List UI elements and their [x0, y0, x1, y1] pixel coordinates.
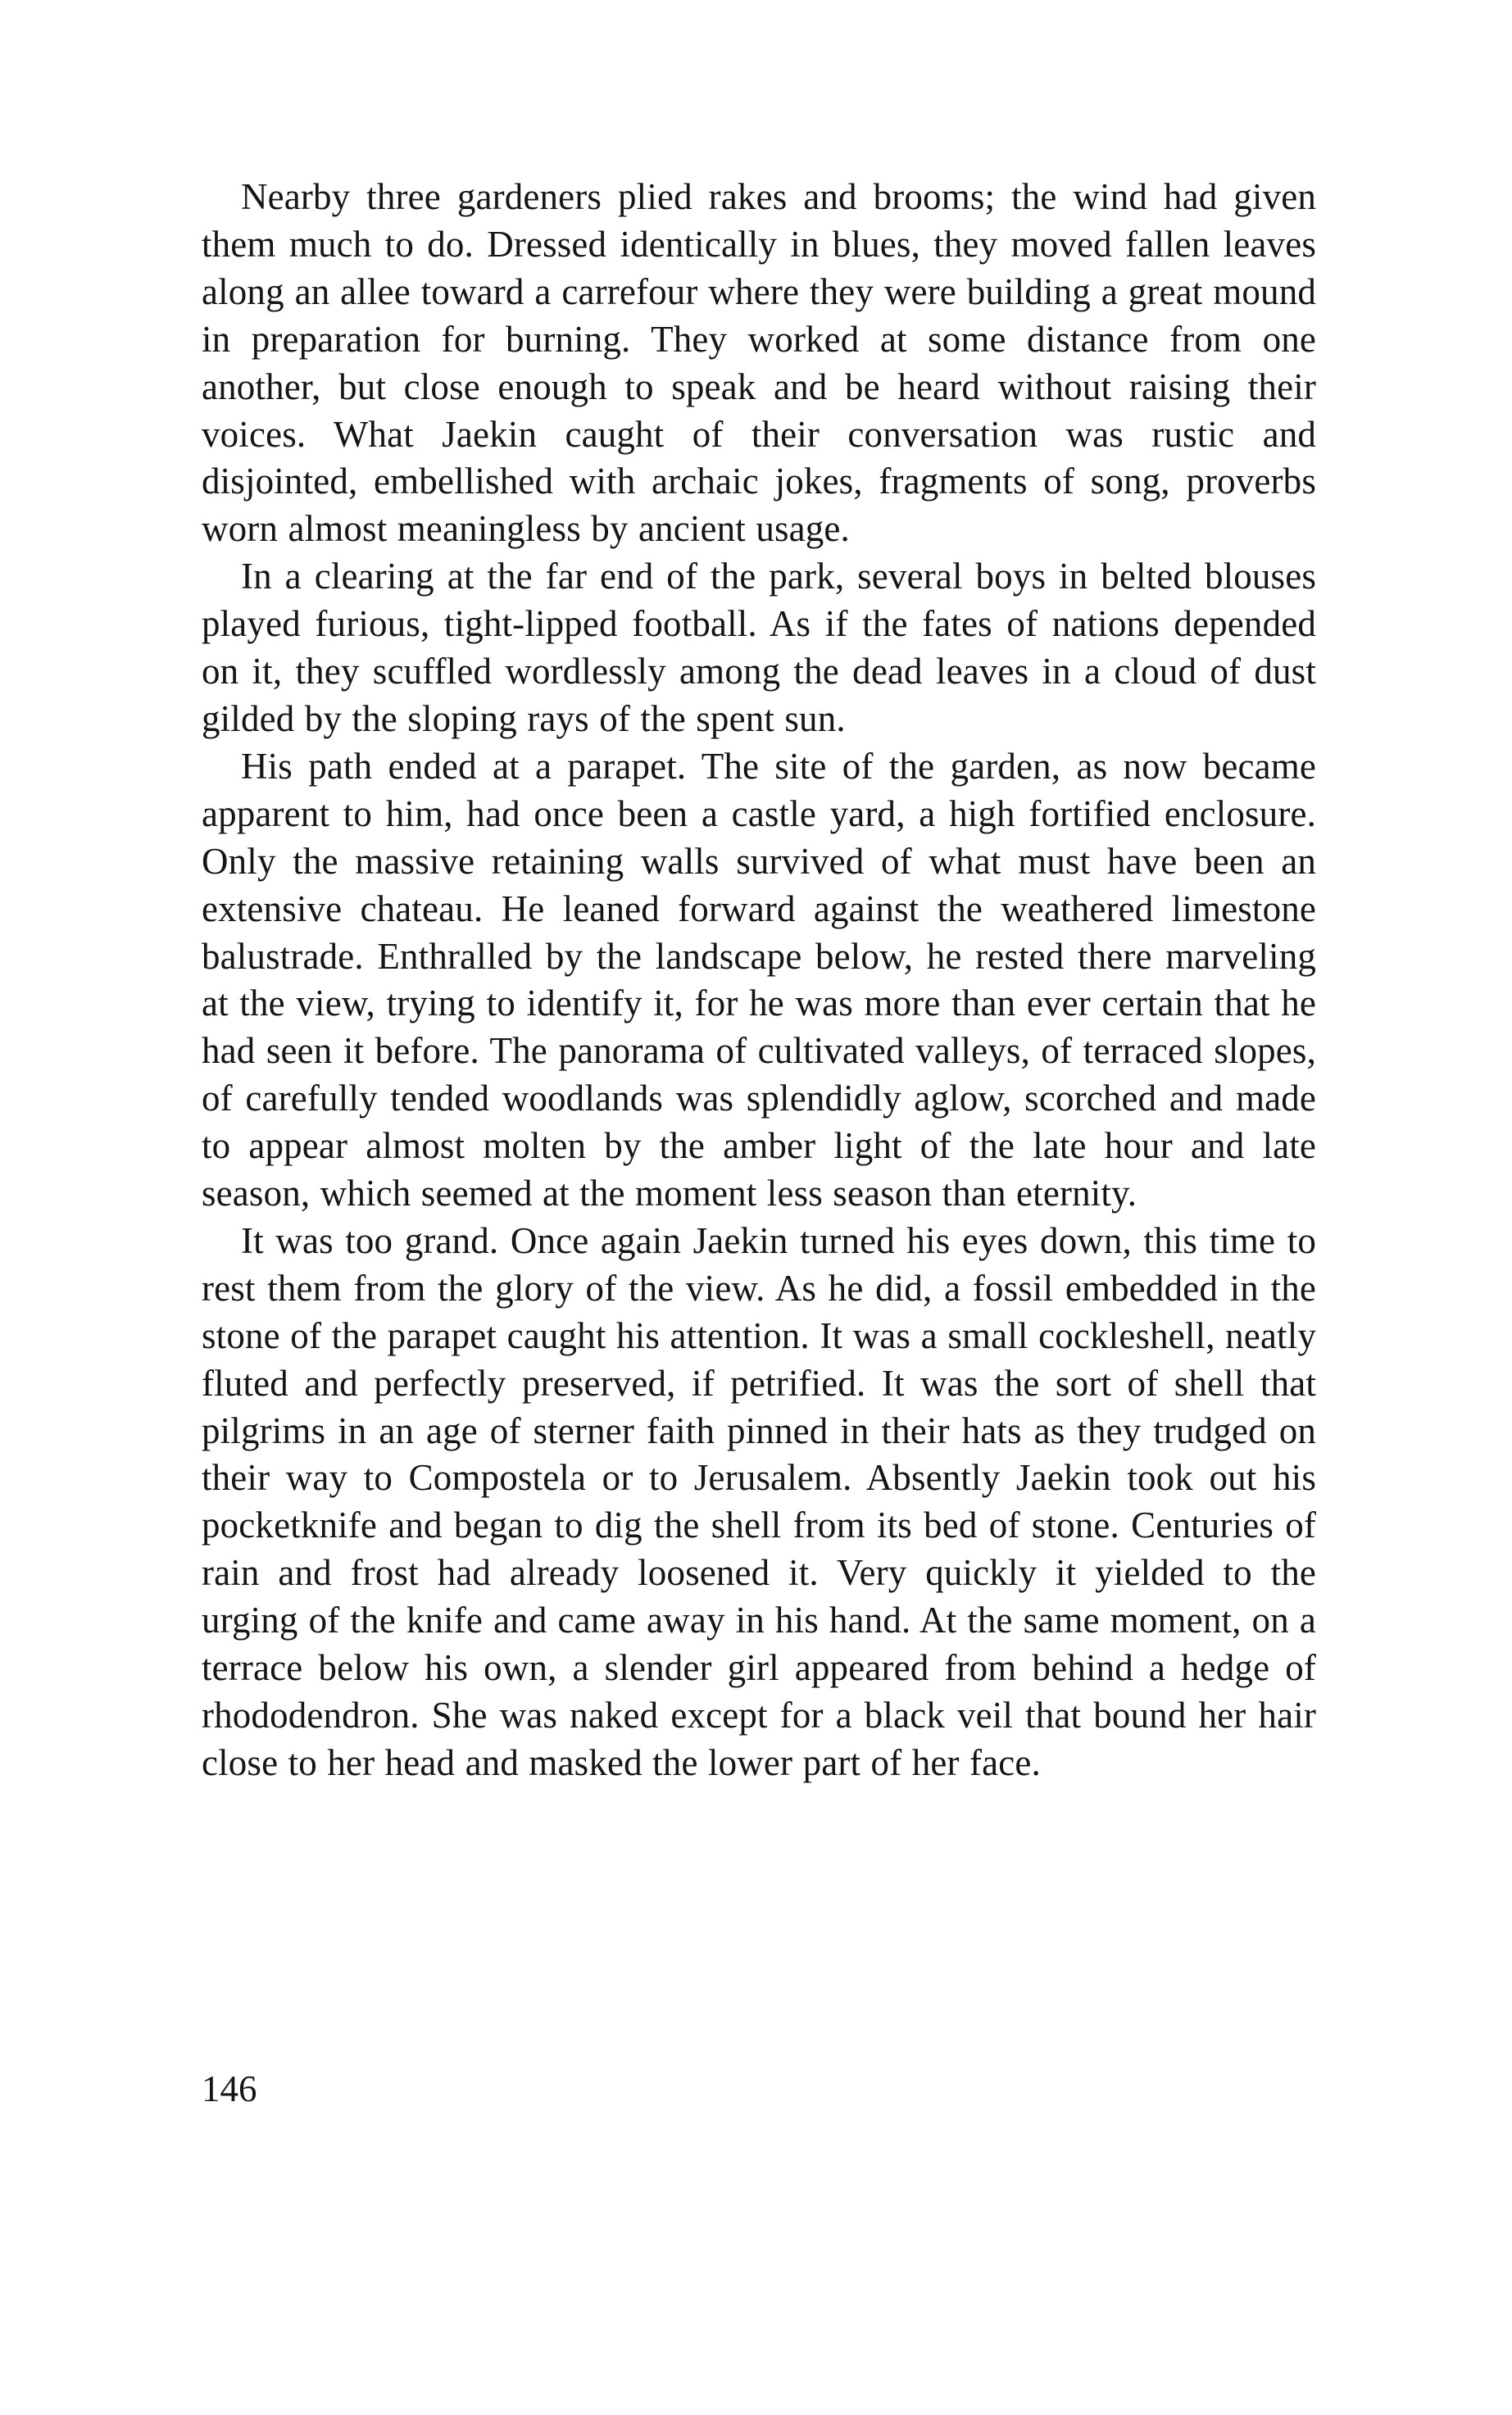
paragraph-football: In a clearing at the far end of the park, several boys in belted blouses played furious, tight-lipped football. As if the fates of nations depended on it, they scuffled wordlessly among the dead leaves in a cloud of dust gilded by the sloping rays of the spent sun.: [202, 556, 1316, 739]
body-text: [202, 174, 1316, 1787]
paragraph-gardeners: Nearby three gardeners plied rakes and brooms; the wind had given them much to do. Dressed identically in blues, they moved fallen leaves along an allee toward a carrefour where they were building a great mound in preparation for burning. They worked at some distance from one another, but close enough to speak and be heard without raising their voices. What Jaekin caught of their conversation was rustic and disjointed, embellished with archaic jokes, fragments of song, proverbs worn almost meaningless by ancient usage.: [202, 176, 1316, 550]
paragraph-cockleshell: It was too grand. Once again Jaekin turned his eyes down, this time to rest them from the glory of the view. As he did, a fossil embedded in the stone of the parapet caught his attention. It was a small cockleshell, neatly fluted and perfectly preserved, if petrified. It was the sort of shell that pilgrims in an age of sterner faith pinned in their hats as they trudged on their way to Compostela or to Jerusalem. Absently Jaekin took out his pocketknife and began to dig the shell from its bed of stone. Centuries of rain and frost had already loosened it. Very quickly it yielded to the urging of the knife and came away in his hand. At the same moment, on a terrace below his own, a slender girl appeared from behind a hedge of rhododendron. She was naked except for a black veil that bound her hair close to her head and masked the lower part of her face.: [202, 1219, 1316, 1783]
paragraph-parapet: His path ended at a parapet. The site of the garden, as now became apparent to him, had once been a castle yard, a high fortified enclosure. Only the massive retaining walls survived of what must have been an extensive chateau. He leaned forward against the weathered limestone balustrade. Enthralled by the landscape below, he rested there marveling at the view, trying to identify it, for he was more than ever certain that he had seen it before. The panorama of cultivated valleys, of terraced slopes, of carefully tended woodlands was splendidly aglow, scorched and made to appear almost molten by the amber light of the late hour and late season, which seemed at the moment less season than eternity.: [202, 745, 1316, 1214]
page-number: 146: [202, 2068, 257, 2109]
